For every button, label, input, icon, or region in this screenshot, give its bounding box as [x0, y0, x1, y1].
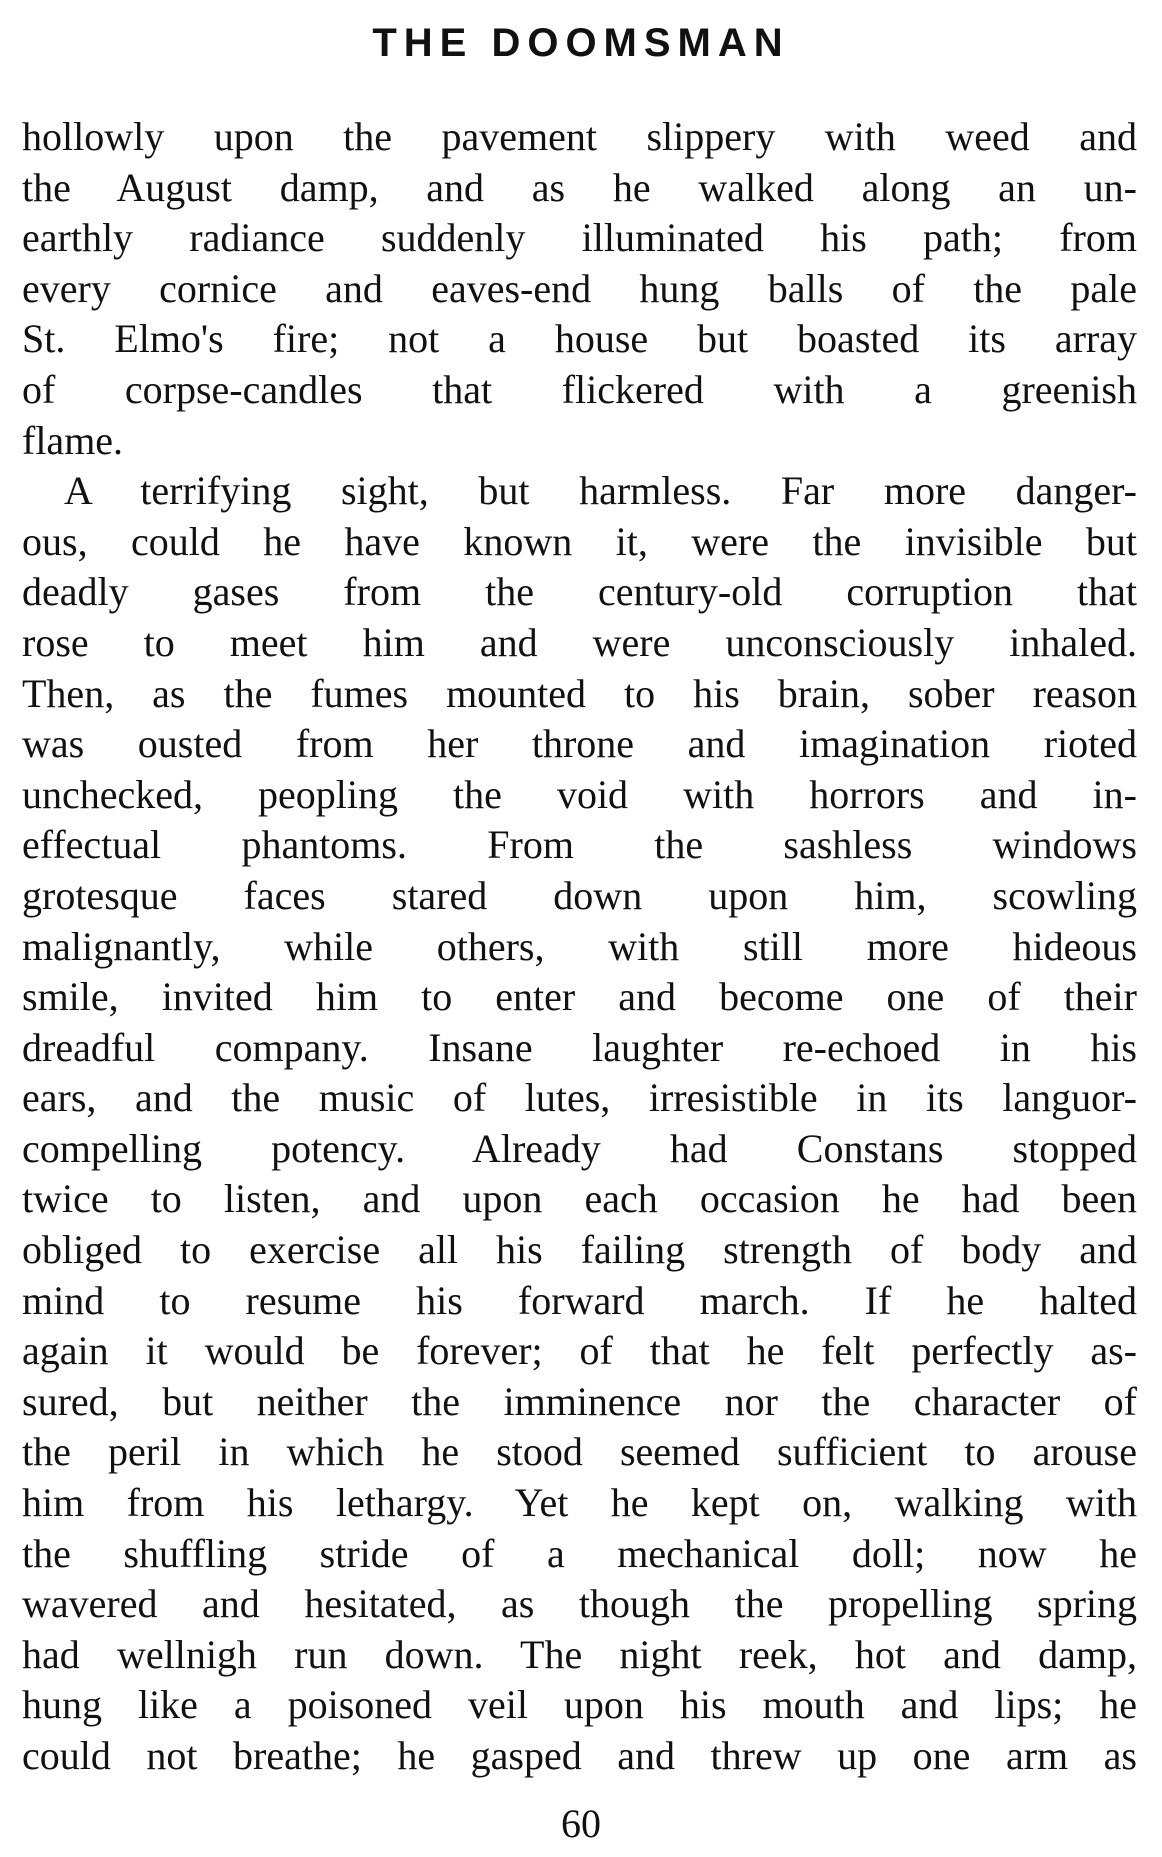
text-line: twice to listen, and upon each occasion he had been	[22, 1176, 1137, 1222]
text-line: Then, as the fumes mounted to his brain, sober reason	[22, 670, 1137, 716]
text-line: wavered and hesitated, as though the propelling spring	[22, 1581, 1137, 1627]
text-line: ous, could he have known it, were the invisible but	[22, 518, 1137, 564]
text-line: smile, invited him to enter and become one of their	[22, 974, 1137, 1020]
text-line: compelling potency. Already had Constans stopped	[22, 1125, 1137, 1171]
paragraph-2	[22, 466, 1137, 1781]
text-line: obliged to exercise all his failing strength of body and	[22, 1227, 1137, 1273]
text-line: could not breathe; he gasped and threw up one arm as	[22, 1733, 1137, 1778]
text-line: malignantly, while others, with still more hideous	[22, 923, 1137, 969]
text-line: flame.	[22, 417, 124, 463]
text-line: dreadful company. Insane laughter re-echoed in his	[22, 1024, 1137, 1070]
text-line: again it would be forever; of that he felt perfectly as-	[22, 1328, 1137, 1374]
text-line: was ousted from her throne and imagination rioted	[22, 721, 1137, 767]
text-line: hollowly upon the pavement slippery with weed and	[22, 114, 1137, 159]
text-line: St. Elmo's fire; not a house but boasted its array	[22, 316, 1137, 362]
text-line: him from his lethargy. Yet he kept on, walking with	[22, 1480, 1137, 1526]
running-head: THE DOOMSMAN	[372, 21, 790, 65]
text-line: grotesque faces stared down upon him, scowling	[22, 872, 1137, 918]
text-line: the shuffling stride of a mechanical doll; now he	[22, 1530, 1137, 1576]
text-line: the August damp, and as he walked along an un-	[22, 164, 1137, 210]
text-line: unchecked, peopling the void with horrors and in-	[22, 771, 1137, 817]
text-line: sured, but neither the imminence nor the character of	[22, 1378, 1137, 1424]
text-line: ears, and the music of lutes, irresistible in its languor-	[22, 1075, 1137, 1121]
text-line: of corpse-candles that flickered with a greenish	[22, 366, 1137, 412]
text-line: rose to meet him and were unconsciously inhaled.	[22, 619, 1137, 665]
text-line: had wellnigh run down. The night reek, hot and damp,	[22, 1631, 1137, 1677]
body-text	[22, 112, 1137, 1782]
text-line: mind to resume his forward march. If he halted	[22, 1277, 1137, 1323]
text-line: effectual phantoms. From the sashless windows	[22, 822, 1137, 868]
text-line: earthly radiance suddenly illuminated his path; from	[22, 215, 1137, 261]
paragraph-1	[22, 112, 1137, 466]
text-line: A terrifying sight, but harmless. Far more danger-	[64, 468, 1137, 514]
text-line: every cornice and eaves-end hung balls of the pale	[22, 265, 1137, 311]
page-number: 60	[561, 1801, 601, 1846]
text-line: deadly gases from the century-old corruption that	[22, 569, 1137, 615]
text-line: the peril in which he stood seemed sufficient to arouse	[22, 1429, 1137, 1475]
text-line: hung like a poisoned veil upon his mouth and lips; he	[22, 1682, 1137, 1728]
